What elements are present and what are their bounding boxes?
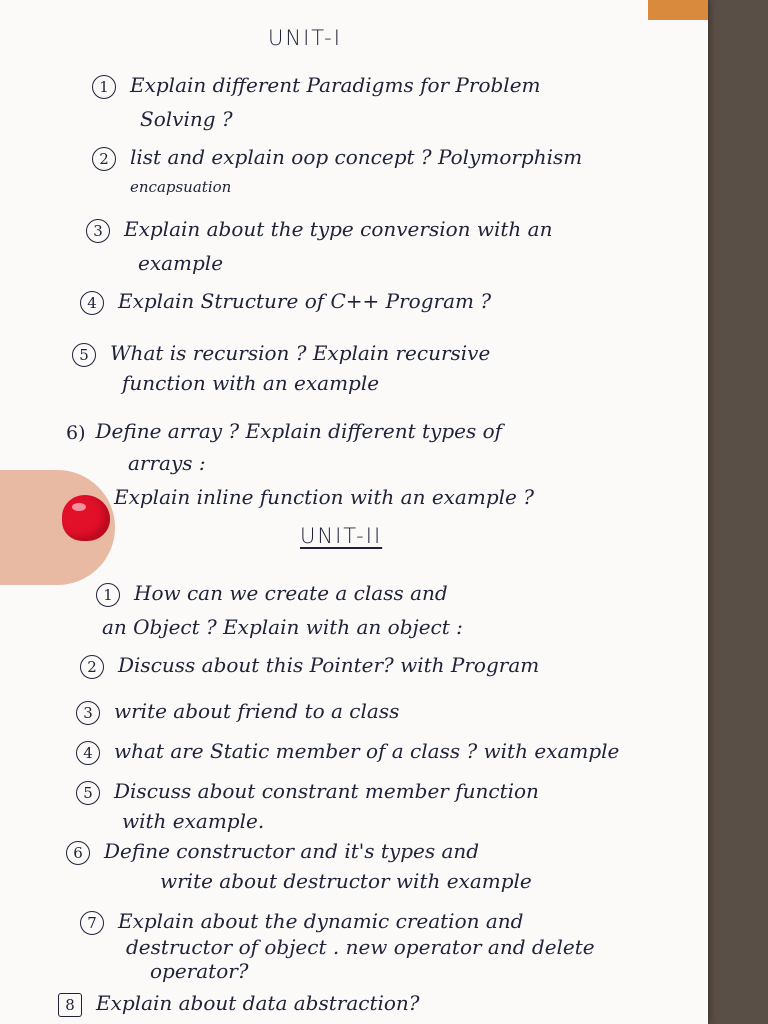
unit1-question-7 [76, 480, 534, 514]
unit2-question-5-cont: with example. [122, 809, 265, 833]
unit2-question-1-cont: an Object ? Explain with an object : [102, 615, 463, 639]
unit2-question-5 [76, 774, 539, 808]
question-text: Define constructor and it's types and [104, 839, 480, 863]
red-nail-polish [62, 495, 110, 541]
unit1-question-3-cont: example [138, 251, 224, 275]
question-number: 5 [76, 781, 100, 805]
unit2-question-3 [76, 694, 399, 728]
question-text: Discuss about constrant member function [114, 779, 539, 803]
nail-highlight [72, 503, 86, 511]
unit1-question-4 [80, 284, 491, 318]
question-number: 8 [58, 993, 82, 1017]
unit1-question-5 [72, 336, 490, 370]
question-number: 4 [80, 291, 104, 315]
question-text: list and explain oop concept ? Polymorphism [130, 145, 583, 169]
unit1-question-6-cont: arrays : [128, 451, 206, 475]
unit1-question-1-cont: Solving ? [140, 107, 233, 131]
unit2-heading: UNIT-II [300, 524, 383, 548]
unit1-question-1 [92, 68, 541, 102]
question-text: Explain different Paradigms for Problem [130, 73, 541, 97]
unit1-heading: UNIT-I [268, 26, 342, 50]
page-corner-background [648, 0, 708, 20]
question-text: Explain about the type conversion with an [124, 217, 553, 241]
unit1-question-3 [86, 212, 552, 246]
question-text: Explain about data abstraction? [96, 991, 420, 1015]
unit1-question-6 [66, 414, 502, 448]
unit2-question-2 [80, 648, 539, 682]
question-number: 1 [92, 75, 116, 99]
question-text: Explain Structure of C++ Program ? [118, 289, 492, 313]
question-text: what are Static member of a class ? with example [114, 739, 620, 763]
question-number: 7 [80, 911, 104, 935]
question-text: write about friend to a class [114, 699, 400, 723]
question-text: How can we create a class and [134, 581, 448, 605]
question-number: 4 [76, 741, 100, 765]
question-number: 6 [66, 841, 90, 865]
question-text: Define array ? Explain different types of [95, 419, 503, 443]
unit2-question-7-cont2: operator? [150, 959, 249, 983]
question-text: Explain inline function with an example ? [114, 485, 534, 509]
unit1-question-5-cont: function with an example [122, 371, 380, 395]
question-number: 6) [66, 421, 86, 444]
unit2-question-6 [66, 834, 479, 868]
unit2-question-4 [76, 734, 619, 768]
question-number: 3 [76, 701, 100, 725]
question-number: 3 [86, 219, 110, 243]
question-number: 5 [72, 343, 96, 367]
finger-with-red-nail [0, 470, 115, 585]
question-number: 1 [96, 583, 120, 607]
unit1-question-2 [92, 140, 582, 174]
unit2-question-6-cont: write about destructor with example [160, 869, 532, 893]
unit2-question-7-cont: destructor of object . new operator and delete [126, 935, 595, 959]
unit2-question-8 [58, 986, 420, 1020]
question-number: 2 [80, 655, 104, 679]
question-text: Discuss about this Pointer? with Program [118, 653, 540, 677]
unit1-question-2-cont: encapsuation [130, 178, 232, 196]
question-number: 2 [92, 147, 116, 171]
question-text: What is recursion ? Explain recursive [110, 341, 491, 365]
question-text: Explain about the dynamic creation and [118, 909, 524, 933]
unit2-question-1 [96, 576, 448, 610]
